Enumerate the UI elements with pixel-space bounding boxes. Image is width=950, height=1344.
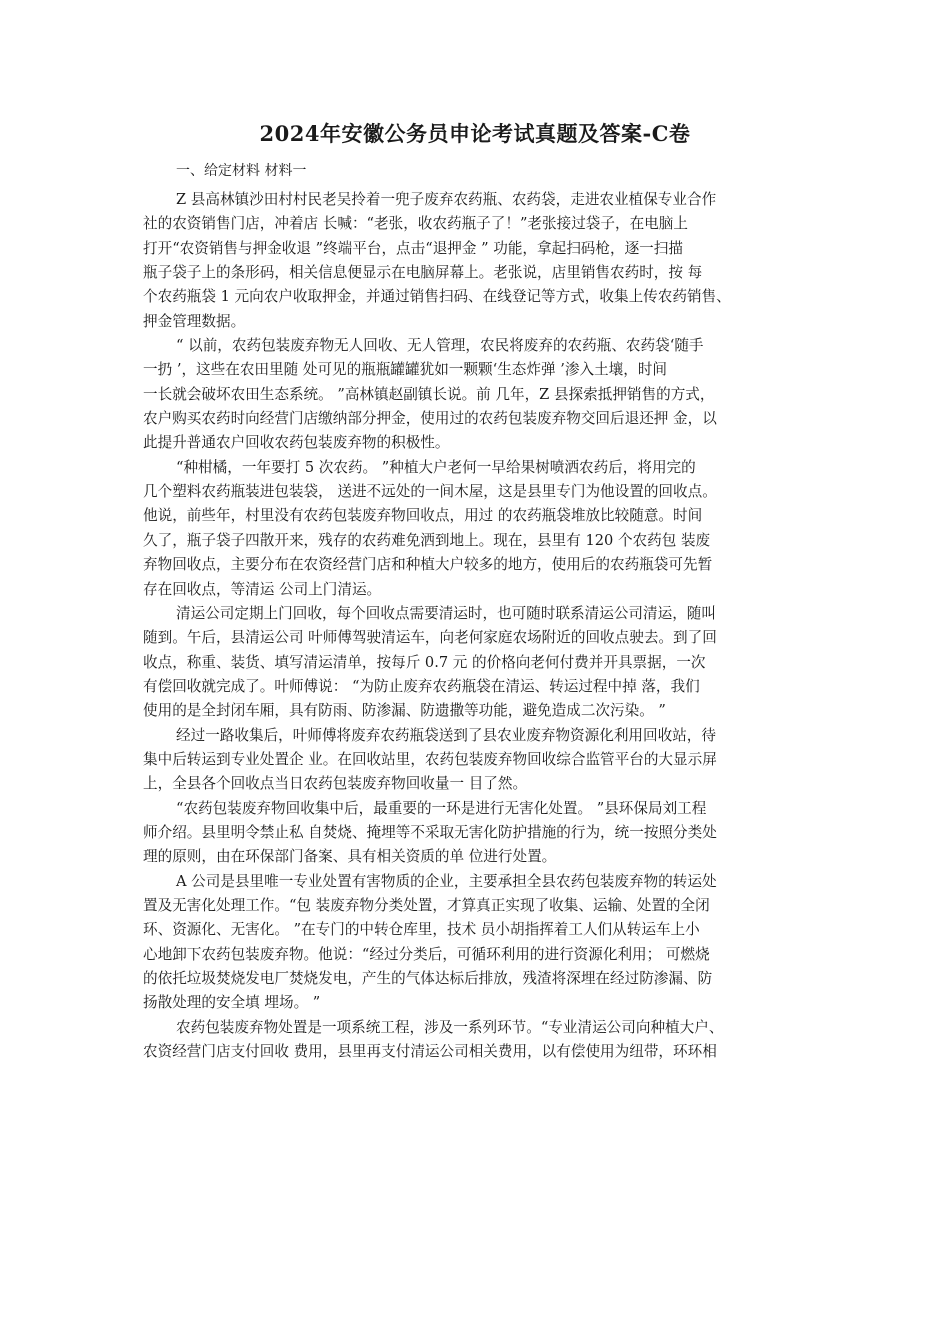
paragraph-line: 随到。午后，县清运公司 叶师傅驾驶清运车，向老何家庭农场附近的回收点驶去。到了回 <box>143 629 717 647</box>
paragraph <box>143 870 823 1016</box>
paragraph-line: 打开“农资销售与押金收退 ”终端平台，点击“退押金 ” 功能，拿起扫码枪，逐一扫描 <box>143 239 683 257</box>
section-heading: 一、给定材料 材料一 <box>176 163 307 179</box>
paragraph-line: “ 以前，农药包装废弃物无人回收、无人管理，农民将废弃的农药瓶、农药袋‘随手 <box>176 337 704 355</box>
paragraph-line: 集中后转运到专业处置企 业。在回收站里，农药包装废弃物回收综合监管平台的大显示屏 <box>143 750 717 768</box>
paragraph-line: 农药包装废弃物处置是一项系统工程，涉及一系列环节。“专业清运公司向种植大户、 <box>176 1018 724 1036</box>
paragraph-line: 的依托垃圾焚烧发电厂焚烧发电，产生的气体达标后排放，残渣将深埋在经过防渗漏、防 <box>143 970 713 987</box>
paragraph-line: 押金管理数据。 <box>143 312 246 330</box>
document-body <box>143 188 823 1064</box>
paragraph-line: 存在回收点，等清运 公司上门清运。 <box>143 580 382 598</box>
paragraph-line: 他说，前些年，村里没有农药包装废弃物回收点，用过 的农药瓶袋堆放比较随意。时间 <box>143 507 703 525</box>
paragraph <box>143 1016 823 1065</box>
paragraph <box>143 456 823 602</box>
paragraph <box>143 334 823 456</box>
paragraph-line: 心地卸下农药包装废弃物。他说：“经过分类后，可循环利用的进行资源化利用； 可燃烧 <box>143 945 710 963</box>
paragraph-line: 环、资源化、无害化。 ”在专门的中转仓库里，技术 员小胡指挥着工人们从转运车上小 <box>143 921 700 939</box>
paragraph-line: 置及无害化处理工作。“包 装废弃物分类处置，才算真正实现了收集、运输、处置的全闭 <box>143 896 710 914</box>
paragraph-line: 收点，称重、装货、填写清运清单，按每斤 0.7 元 的价格向老何付费并开具票据，一次 <box>143 653 706 671</box>
paragraph-line: 社的农资销售门店，冲着店 长喊：“老张，收农药瓶子了！”老张接过袋子，在电脑上 <box>143 215 688 233</box>
paragraph-line: 使用的是全封闭车厢，具有防雨、防渗漏、防遗撒等功能，避免造成二次污染。 ” <box>143 702 666 720</box>
paragraph-line: 理的原则，由在环保部门备案、具有相关资质的单 位进行处置。 <box>143 848 557 866</box>
document-title: 2024年安徽公务员申论考试真题及答案-C卷 <box>259 121 691 146</box>
paragraph-line: 上，全县各个回收点当日农药包装废弃物回收量一 目了然。 <box>143 775 528 793</box>
paragraph-line: Z 县高林镇沙田村村民老吴拎着一兜子废弃农药瓶、农药袋，走进农业植保专业合作 <box>176 191 717 208</box>
paragraph-line: 师介绍。县里明令禁止私 自焚烧、掩埋等不采取无害化防护措施的行为，统一按照分类处 <box>143 823 717 841</box>
paragraph-line: 一扔 ’，这些在农田里随 处可见的瓶瓶罐罐犹如一颗颗‘生态炸弹 ’渗入土壤，时间 <box>143 361 668 379</box>
paragraph-line: 经过一路收集后，叶师傅将废弃农药瓶袋送到了县农业废弃物资源化利用回收站，待 <box>176 726 716 744</box>
paragraph-line: 个农药瓶袋 1 元向农户收取押金，并通过销售扫码、在线登记等方式，收集上传农药销售、 <box>143 288 731 306</box>
paragraph <box>143 602 823 724</box>
paragraph <box>143 724 823 797</box>
paragraph-line: 久了，瓶子袋子四散开来，残存的农药难免洒到地上。现在，县里有 120 个农药包 装废 <box>143 531 711 549</box>
paragraph-line: 一长就会破坏农田生态系统。 ”高林镇赵副镇长说。前 几年，Z 县探索抵押销售的方式， <box>143 385 715 403</box>
paragraph-line: “种柑橘，一年要打 5 次农药。 ”种植大户老何一早给果树喷洒农药后，将用完的 <box>176 458 696 476</box>
paragraph-line: 此提升普通农户回收农药包装废弃物的积极性。 <box>143 434 450 452</box>
paragraph-line: 农资经营门店支付回收 费用，县里再支付清运公司相关费用，以有偿使用为纽带，环环相 <box>143 1043 717 1061</box>
paragraph-line: 瓶子袋子上的条形码，相关信息便显示在电脑屏幕上。老张说，店里销售农药时，按 每 <box>143 264 703 282</box>
paragraph-line: “农药包装废弃物回收集中后，最重要的一环是进行无害化处置。 ”县环保局刘工程 <box>176 799 707 817</box>
paragraph-line: 几个塑料农药瓶装进包装袋， 送进不远处的一间木屋，这是县里专门为他设置的回收点。 <box>143 483 717 501</box>
paragraph-line: 扬散处理的安全填 埋场。 ” <box>143 994 321 1012</box>
paragraph <box>143 797 823 870</box>
paragraph <box>143 188 823 334</box>
paragraph-line: 农户购买农药时向经营门店缴纳部分押金，使用过的农药包装废弃物交回后退还押 金，以 <box>143 410 717 428</box>
paragraph-line: 弃物回收点，主要分布在农资经营门店和种植大户较多的地方，使用后的农药瓶袋可先暂 <box>143 556 713 574</box>
paragraph-line: 清运公司定期上门回收，每个回收点需要清运时，也可随时联系清运公司清运，随叫 <box>176 604 716 622</box>
paragraph-line: 有偿回收就完成了。叶师傅说： “为防止废弃农药瓶袋在清运、转运过程中掉 落，我们 <box>143 677 700 695</box>
paragraph-line: A 公司是县里唯一专业处置有害物质的企业，主要承担全县农药包装废弃物的转运处 <box>176 872 717 890</box>
